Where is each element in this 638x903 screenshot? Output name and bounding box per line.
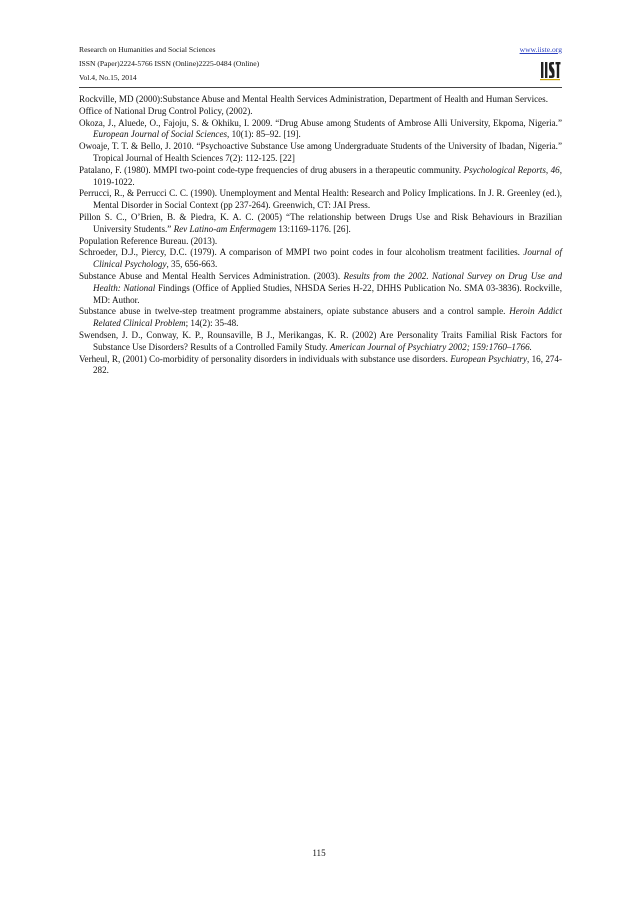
reference-entry [79, 212, 562, 236]
reference-text: Substance abuse in twelve-step treatment programme abstainers, opiate substance abusers and a control sample. [79, 306, 510, 317]
reference-text: Schroeder, D.J., Piercy, D.C. (1979). A comparison of MMPI two point codes in four alcoholism treatment facilities. [79, 247, 524, 258]
reference-entry [79, 330, 562, 354]
page-header [79, 42, 562, 82]
reference-entry [79, 188, 562, 212]
reference-source-italic: American Journal of Psychiatry 2002; 159:1760–1766. [329, 341, 532, 352]
reference-text: Verheul, R, (2001) Co-morbidity of personality disorders in individuals with substance use disorders. [79, 353, 451, 364]
reference-text: Rockville, MD (2000):Substance Abuse and Mental Health Services Administration, Department of Health and Human Services. [79, 94, 548, 104]
reference-entry [79, 94, 562, 106]
issn-line: ISSN (Paper)2224-5766 ISSN (Online)2225-0484 (Online) [79, 59, 260, 68]
reference-text: , 16, 274-282. [93, 353, 562, 376]
reference-source-italic: Journal of Clinical Psychology [93, 247, 562, 270]
journal-title: Research on Humanities and Social Sciences [79, 45, 216, 54]
reference-entry [79, 141, 562, 165]
reference-entry [79, 247, 562, 271]
journal-url-link[interactable]: www.iiste.org [519, 45, 562, 54]
reference-text: Office of National Drug Control Policy, (2002). [79, 105, 253, 116]
reference-source-italic: Heroin Addict Related Clinical Problem [93, 306, 562, 329]
reference-text: Swendsen, J. D., Conway, K. P., Rounsaville, B J., Merikangas, K. R. (2002) Are Personality Traits Familial Risk Factors for Substance Use Disorders? Results of a Controlled Family Study. [79, 329, 562, 352]
reference-text: Okoza, J., Aluede, O., Fajoju, S. & Okhiku, I. 2009. “Drug Abuse among Students of Ambrose Alli University, Ekpoma, Nigeria.” [79, 117, 562, 128]
reference-text: Perrucci, R., & Perrucci C. C. (1990). Unemployment and Mental Health: Research and Policy Implications. In J. R. Greenley (ed.), Mental Disorder in Social Context (pp 237-264). Greenwich, CT: JAI Press. [79, 188, 562, 211]
reference-entry [79, 118, 562, 142]
reference-text: 13:1169-1176. [26]. [276, 223, 351, 234]
page-number: 115 [312, 848, 326, 858]
volume-line: Vol.4, No.15, 2014 [79, 73, 137, 82]
reference-text: Findings (Office of Applied Studies, NHSDA Series H-22, DHHS Publication No. SMA 03-3836). Rockville, MD: Author. [93, 282, 562, 305]
reference-entry [79, 306, 562, 330]
reference-source-italic: Results from the 2002. National Survey on Drug Use and Health: National [93, 270, 562, 293]
reference-source-italic: European Journal of Social Sciences [93, 129, 228, 140]
reference-entry [79, 165, 562, 189]
reference-text: Owoaje, T. T. & Bello, J. 2010. “Psychoactive Substance Use among Undergraduate Students of the University of Ibadan, Nigeria.” Tropical Journal of Health Sciences 7(2): 112-125. [22] [79, 141, 562, 163]
reference-text: , 10(1): 85–92. [19]. [227, 129, 301, 140]
iiste-logo-icon [539, 59, 561, 81]
header-rule [79, 87, 562, 88]
reference-text: Pillon S. C., O’Brien, B. & Piedra, K. A. C. (2005) “The relationship between Drugs Use and Risk Behaviours in Brazilian University Students.” [79, 211, 562, 234]
reference-text: Population Reference Bureau. (2013). [79, 235, 218, 246]
reference-entry [79, 236, 562, 248]
reference-text: Substance Abuse and Mental Health Services Administration. (2003). [79, 270, 344, 281]
reference-entry [79, 271, 562, 306]
reference-text: ; 14(2): 35-48. [185, 318, 239, 329]
reference-text: Patalano, F. (1980). MMPI two-point code-type frequencies of drug abusers in a therapeutic community. [79, 164, 464, 175]
reference-text: , 35, 656-663. [166, 259, 218, 270]
reference-entry [79, 354, 562, 378]
reference-list [79, 94, 562, 377]
reference-source-italic: European Psychiatry [450, 353, 527, 364]
reference-text: , 1019-1022. [93, 164, 562, 187]
reference-source-italic: Rev Latino-am Enfermagem [173, 223, 277, 234]
reference-source-italic: Psychological Reports, 46 [463, 164, 560, 175]
reference-entry [79, 106, 562, 118]
